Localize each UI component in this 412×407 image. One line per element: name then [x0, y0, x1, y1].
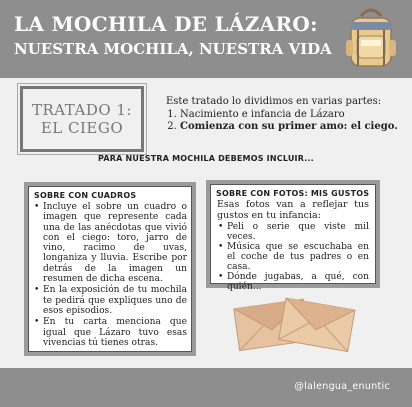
cuadros-list	[43, 202, 187, 348]
tratado-name: EL CIEGO	[40, 119, 124, 137]
include-heading: PARA NUESTRA MOCHILA DEBEMOS INCLUIR...	[98, 154, 314, 163]
list-item: • Dónde jugabas, a qué, con quién...	[227, 272, 369, 292]
fotos-title: SOBRE CON FOTOS: MIS GUSTOS	[216, 189, 370, 198]
fotos-list	[227, 222, 369, 292]
page-title: LA MOCHILA DE LÁZARO:	[14, 12, 318, 36]
list-item: • Peli o serie que viste mil veces.	[227, 222, 369, 242]
part-item: 1. Nacimiento e infancia de Lázaro	[180, 109, 406, 121]
intro-text: Este tratado lo dividimos en varias partes:	[166, 96, 382, 107]
author-handle: @lalengua_enuntic	[294, 381, 390, 392]
envelopes-icon	[230, 290, 360, 354]
list-item: • Música que se escuchaba en el coche de tus padres o en casa.	[227, 242, 369, 272]
header-band	[0, 0, 412, 78]
page-subtitle: NUESTRA MOCHILA, NUESTRA VIDA	[14, 40, 332, 58]
list-item: • En tu carta menciona que igual que Lázaro tuvo esas vivencias tú tienes otras.	[43, 317, 187, 348]
footer-band	[0, 368, 412, 407]
cuadros-title: SOBRE CON CUADROS	[34, 191, 137, 200]
fotos-text: Esas fotos van a reflejar tus gustos en tu infancia:	[217, 199, 369, 221]
tratado-box	[20, 86, 144, 152]
part-item: 2. Comienza con su primer amo: el ciego.	[180, 121, 406, 133]
list-item: • Incluye el sobre un cuadro o imagen que represente cada una de las anécdotas que vivió con el ciego: toro, jarro de vino, racimo de uvas, longaniza y lluvia. Escribe por detrás de la imagen un resumen de dicha escena.	[43, 202, 187, 284]
list-item: • En la exposición de tu mochila te pedirá que expliques uno de esos episodios.	[43, 285, 187, 316]
intro-block	[166, 96, 406, 133]
cuadros-card	[28, 186, 192, 352]
parts-list	[180, 109, 406, 133]
fotos-card	[210, 184, 376, 292]
backpack-icon	[344, 6, 398, 72]
tratado-number: TRATADO 1:	[31, 101, 133, 119]
